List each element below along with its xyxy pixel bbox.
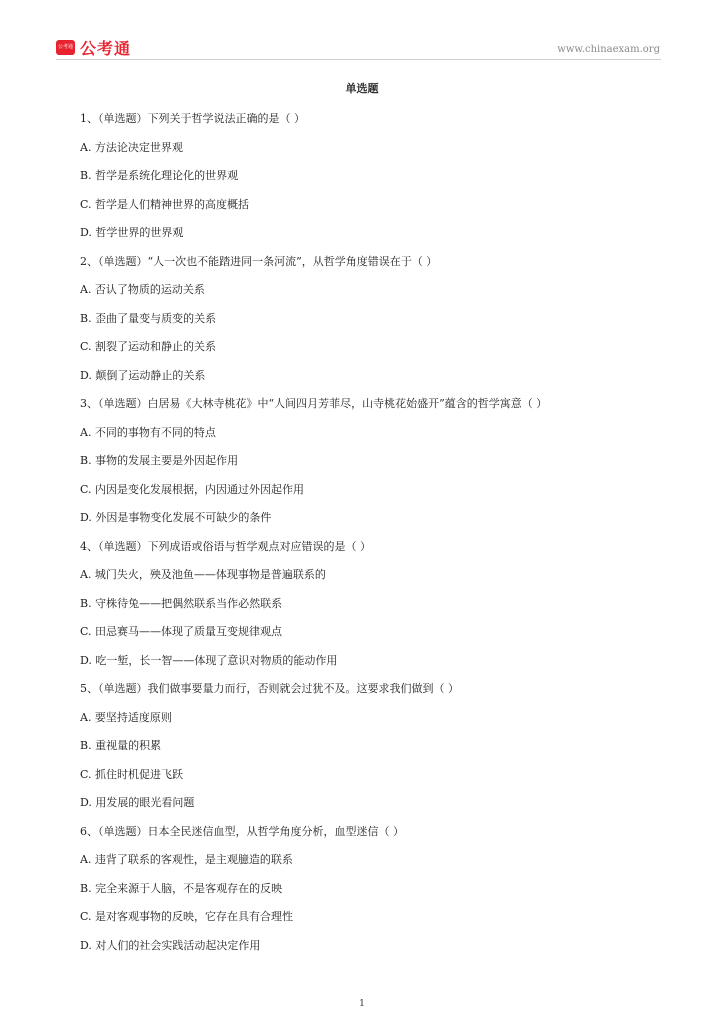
question-6-option-c: C. 是对客观事物的反映，它存在具有合理性 xyxy=(80,910,294,923)
logo[interactable] xyxy=(56,36,131,59)
site-url[interactable]: www.chinaexam.org xyxy=(557,44,660,55)
question-1-option-c: C. 哲学是人们精神世界的高度概括 xyxy=(80,198,250,211)
question-2-option-a: A. 否认了物质的运动关系 xyxy=(80,283,205,296)
logo-text: 公考通 xyxy=(80,39,132,58)
question-4-option-a: A. 城门失火，殃及池鱼——体现事物是普遍联系的 xyxy=(80,568,326,581)
question-6-option-d: D. 对人们的社会实践活动起决定作用 xyxy=(80,939,261,952)
question-5-option-c: C. 抓住时机促进飞跃 xyxy=(80,768,184,781)
question-2-option-d: D. 颠倒了运动静止的关系 xyxy=(80,369,206,382)
question-3-option-c: C. 内因是变化发展根据，内因通过外因起作用 xyxy=(80,483,305,496)
question-5-stem: 5、（单选题）我们做事要量力而行，否则就会过犹不及。这要求我们做到（ ） xyxy=(80,682,459,695)
question-1-option-a: A. 方法论决定世界观 xyxy=(80,141,183,154)
question-4-stem: 4、（单选题）下列成语或俗语与哲学观点对应错误的是（ ） xyxy=(80,540,371,553)
logo-badge-icon: 公考通 xyxy=(56,40,75,55)
question-3-stem: 3、（单选题）白居易《大林寺桃花》中“人间四月芳菲尽，山寺桃花始盛开”蕴含的哲学寓意（ ） xyxy=(80,397,548,410)
question-4-option-d: D. 吃一堑，长一智——体现了意识对物质的能动作用 xyxy=(80,654,338,667)
question-4-option-c: C. 田忌赛马——体现了质量互变规律观点 xyxy=(80,625,283,638)
question-6-option-b: B. 完全来源于人脑，不是客观存在的反映 xyxy=(80,882,283,895)
header-divider xyxy=(56,59,661,60)
question-2-option-c: C. 割裂了运动和静止的关系 xyxy=(80,340,217,353)
question-5-option-a: A. 要坚持适度原则 xyxy=(80,711,172,724)
question-5-option-b: B. 重视量的积累 xyxy=(80,739,162,752)
question-1-option-b: B. 哲学是系统化理论化的世界观 xyxy=(80,169,239,182)
question-5-option-d: D. 用发展的眼光看问题 xyxy=(80,796,195,809)
question-3-option-a: A. 不同的事物有不同的特点 xyxy=(80,426,216,439)
section-title: 单选题 xyxy=(345,82,379,95)
question-3-option-d: D. 外因是事物变化发展不可缺少的条件 xyxy=(80,511,272,524)
question-1-stem: 1、（单选题）下列关于哲学说法正确的是（ ） xyxy=(80,112,305,125)
question-4-option-b: B. 守株待兔——把偶然联系当作必然联系 xyxy=(80,597,283,610)
question-2-option-b: B. 歪曲了量变与质变的关系 xyxy=(80,312,217,325)
page-header xyxy=(0,0,724,64)
question-6-stem: 6、（单选题）日本全民迷信血型，从哲学角度分析，血型迷信（ ） xyxy=(80,825,404,838)
question-1-option-d: D. 哲学世界的世界观 xyxy=(80,226,184,239)
page-number: 1 xyxy=(359,999,365,1009)
question-6-option-a: A. 违背了联系的客观性，是主观臆造的联系 xyxy=(80,853,293,866)
question-3-option-b: B. 事物的发展主要是外因起作用 xyxy=(80,454,239,467)
question-2-stem: 2、（单选题）“人一次也不能踏进同一条河流”，从哲学角度错误在于（ ） xyxy=(80,255,438,268)
